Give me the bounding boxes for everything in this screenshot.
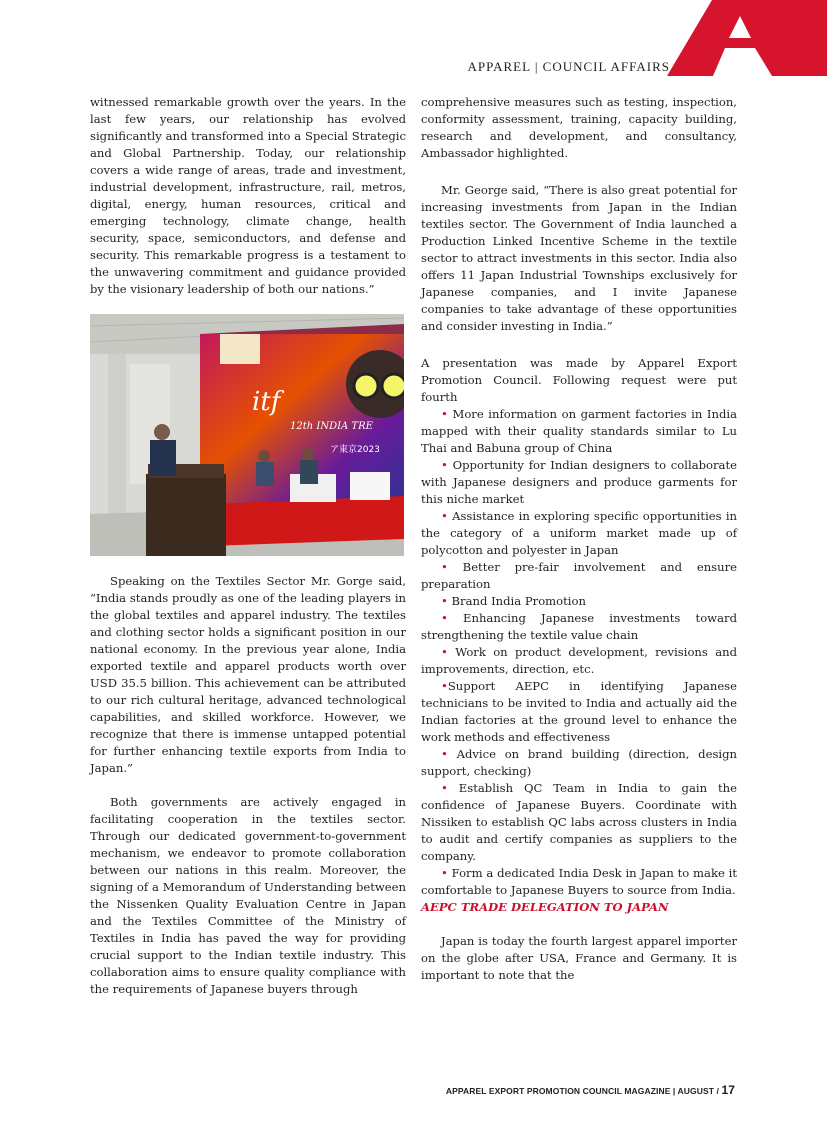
footer-magazine-name: APPAREL EXPORT PROMOTION COUNCIL MAGAZINE | AUGUST / [445, 1086, 719, 1096]
list-item: • Brand India Promotion [441, 594, 586, 608]
list-item: • More information on garment factories in India mapped with their quality standards similar to Lu Thai and Babuna group of China [421, 407, 737, 455]
right-paragraph-1: comprehensive measures such as testing, inspection, conformity assessment, training, capacity building, research and development, and consultancy, Ambassador highlighted. [421, 95, 737, 160]
left-paragraph-1: witnessed remarkable growth over the years. In the last few years, our relationship has evolved significantly and transformed into a Special Strategic and Global Partnership. Today, our relationship covers a wide range of areas, trade and investment, industrial development, infrastructure, rail, metros, digital, energy, human resources, critical and emerging technology, climate change, health security, space, semiconductors, and defense and security. This remarkable progress is a testament to the unwavering commitment and guidance provided by the visionary leadership of both our nations.” [90, 95, 406, 296]
right-paragraph-4: Japan is today the fourth largest apparel importer on the globe after USA, France and Germany. It is important to note that the [421, 934, 737, 982]
page-footer [446, 1083, 735, 1097]
list-item: • Better pre-fair involvement and ensure preparation [421, 560, 738, 591]
page-number: 17 [721, 1083, 735, 1097]
event-photo [90, 314, 404, 556]
list-item: •Support AEPC in identifying Japanese technicians to be invited to India and actually aid the Indian factories at the ground level to enhance the work methods and effectiveness [421, 679, 737, 744]
list-item: • Form a dedicated India Desk in Japan to make it comfortable to Japanese Buyers to source from India. [421, 866, 738, 897]
left-column [90, 94, 406, 1015]
section-subheading: AEPC TRADE DELEGATION TO JAPAN [421, 900, 669, 914]
banner-brand: itf [252, 387, 281, 417]
list-item: • Opportunity for Indian designers to collaborate with Japanese designers and produce garments for this niche market [421, 458, 737, 506]
magazine-logo [667, 0, 827, 76]
left-paragraph-2: Speaking on the Textiles Sector Mr. Gorge said, “India stands proudly as one of the leading players in the global textiles and apparel industry. The textiles and clothing sector holds a significant position in our national economy. In the previous year alone, India exported textile and apparel products worth over USD 35.5 billion. This achievement can be attributed to our rich cultural heritage, advanced technological capabilities, and skilled workforce. However, we recognize that there is immense untapped potential for further enhancing textile exports from India to Japan.” [90, 574, 406, 775]
right-paragraph-3: A presentation was made by Apparel Export Promotion Council. Following request were put fourth [421, 356, 737, 404]
right-paragraph-2: Mr. George said, “There is also great potential for increasing investments from Japan in the Indian textiles sector. The Government of India launched a Production Linked Incentive Scheme in the textile sector to attract investments in this sector. India also offers 11 Japan Industrial Townships exclusively for Japanese companies, and I invite Japanese companies to take advantage of these opportunities and consider investing in India.” [421, 183, 737, 333]
list-item: • Assistance in exploring specific opportunities in the category of a uniform market made up of polycotton and polyester in Japan [421, 509, 738, 557]
request-list [421, 406, 737, 899]
banner-text: 12th INDIA TRE [290, 421, 373, 432]
list-item: • Advice on brand building (direction, design support, checking) [421, 747, 738, 778]
right-column [421, 94, 737, 984]
list-item: • Enhancing Japanese investments toward strengthening the textile value chain [421, 611, 737, 642]
list-item: • Establish QC Team in India to gain the confidence of Japanese Buyers. Coordinate with Nissiken to establish QC labs across clusters in India to audit and certify companies as suppliers to the company. [421, 781, 737, 863]
banner-japanese: ア東京2023 [330, 445, 380, 455]
left-paragraph-3: Both governments are actively engaged in facilitating cooperation in the textiles sector. Through our dedicated government-to-government mechanism, we endeavor to promote collaboration between our nations in this realm. Moreover, the signing of a Memorandum of Understanding between the Nissenken Quality Evaluation Centre in Japan and the Textiles Committee of the Ministry of Textiles in India has paved the way for providing crucial support to the Indian textile industry. This collaboration aims to ensure quality compliance with the requirements of Japanese buyers through [90, 795, 406, 996]
list-item: • Work on product development, revisions and improvements, direction, etc. [421, 645, 737, 676]
section-header: APPAREL | COUNCIL AFFAIRS [467, 59, 670, 74]
